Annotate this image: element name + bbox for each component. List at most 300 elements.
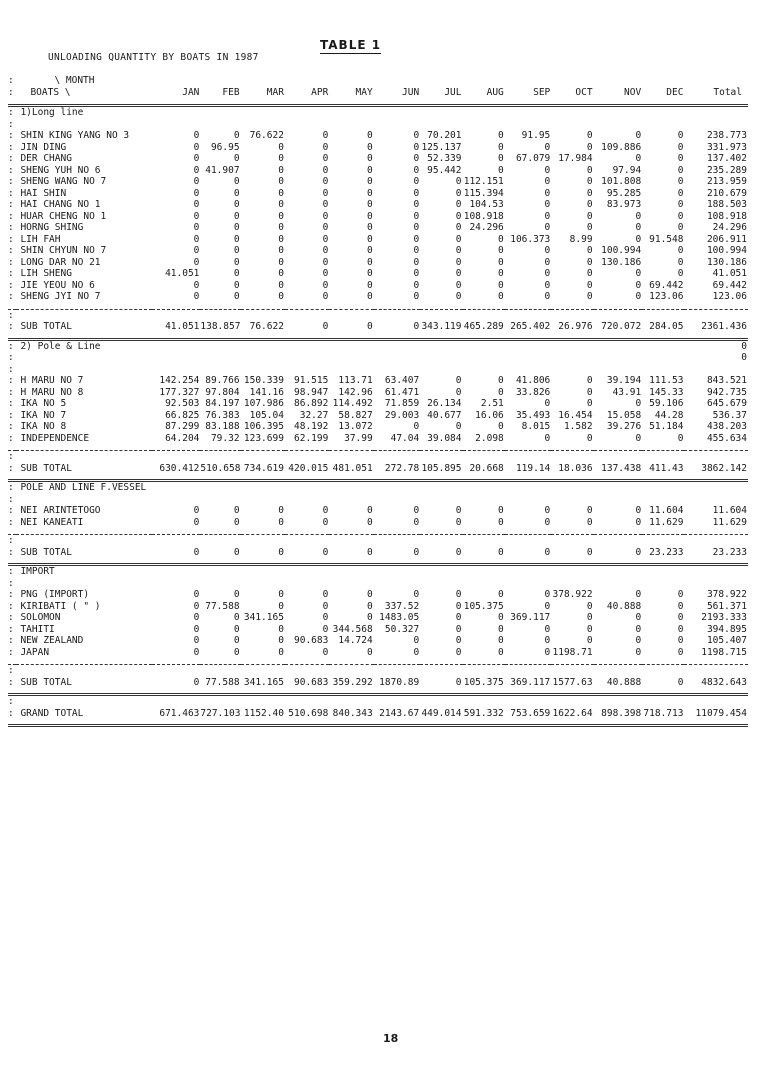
value-cell: 123.06 — [649, 291, 684, 302]
page-number: 18 — [383, 1032, 399, 1045]
value-cell: 0 — [455, 623, 462, 635]
value-cell: 105.375 — [463, 676, 504, 688]
value-cell: 0 — [278, 646, 284, 658]
value-cell: 0 — [193, 187, 200, 199]
value-cell: 0 — [413, 164, 420, 176]
value-cell: 26.976 — [558, 321, 593, 332]
value-cell: 23.233 — [712, 546, 747, 558]
row-label: TAHITI — [20, 623, 55, 635]
value-cell: 0 — [677, 176, 684, 187]
value-cell: 3862.142 — [701, 462, 747, 474]
value-cell: 142.254 — [159, 375, 200, 386]
table-row — [8, 165, 748, 177]
value-cell: 0 — [322, 245, 329, 256]
value-cell: 1198.715 — [701, 646, 747, 658]
row-tick: : — [8, 516, 14, 528]
value-cell: 0 — [193, 676, 200, 688]
value-cell: 0 — [278, 256, 284, 268]
value-cell: 0 — [413, 516, 420, 528]
row-label: NEI KANEATI — [20, 516, 84, 528]
value-cell: 630.412 — [159, 462, 200, 474]
value-cell: 114.492 — [332, 398, 373, 409]
value-cell: 101.808 — [601, 176, 642, 187]
value-cell: 0 — [366, 291, 373, 302]
value-cell: 331.973 — [706, 141, 747, 153]
value-cell: 0 — [278, 516, 284, 528]
value-cell: 0 — [366, 600, 373, 612]
value-cell: 0 — [544, 164, 551, 176]
value-cell: 0 — [233, 505, 240, 516]
value-cell: 0 — [278, 505, 284, 516]
value-cell: 0 — [677, 245, 684, 256]
value-cell: 0 — [586, 222, 593, 233]
row-tick: : — [8, 623, 14, 635]
value-cell: 32.27 — [299, 409, 329, 421]
value-cell: 898.398 — [601, 707, 642, 719]
value-cell: 0 — [455, 612, 462, 623]
value-cell: 0 — [322, 612, 329, 623]
value-cell: 0 — [498, 646, 504, 658]
value-cell: 0 — [455, 505, 462, 516]
value-cell: 91.515 — [294, 375, 329, 386]
value-cell: 0 — [635, 635, 642, 646]
value-cell: 0 — [455, 199, 462, 210]
value-cell: 96.95 — [210, 141, 240, 153]
value-cell: 0 — [413, 130, 420, 141]
spacer-row: : — [8, 665, 14, 676]
value-cell: 66.825 — [165, 409, 200, 421]
table-row — [8, 375, 748, 387]
value-cell: 109.886 — [601, 141, 642, 153]
value-cell: 0 — [586, 199, 593, 210]
value-cell: 0 — [233, 176, 240, 187]
value-cell: 0 — [586, 256, 593, 268]
row-tick: : — [8, 153, 14, 164]
row-tick: : — [8, 340, 14, 352]
value-cell: 0 — [193, 199, 200, 210]
value-cell: 0 — [233, 646, 240, 658]
row-tick: : — [8, 256, 14, 268]
row-tick: : — [8, 199, 14, 210]
value-cell: 137.402 — [706, 153, 747, 164]
value-cell: 0 — [413, 546, 420, 558]
value-cell: 0 — [366, 256, 373, 268]
value-cell: 0 — [366, 646, 373, 658]
row-label: IKA NO 5 — [20, 398, 67, 409]
value-cell: 17.984 — [558, 153, 593, 164]
value-cell: 0 — [677, 187, 684, 199]
table-row — [8, 505, 748, 517]
value-cell: 71.859 — [384, 398, 420, 409]
column-header: MAY — [355, 87, 373, 99]
value-cell: 0 — [193, 279, 200, 291]
value-cell: 0 — [366, 187, 373, 199]
section-trailing-value — [684, 565, 748, 578]
value-cell: 0 — [193, 516, 200, 528]
value-cell: 0 — [544, 600, 551, 612]
value-cell: 11.604 — [649, 505, 684, 516]
value-cell: 0 — [586, 600, 593, 612]
value-cell: 0 — [193, 291, 200, 302]
value-cell: 0 — [586, 210, 593, 222]
value-cell: 61.471 — [384, 386, 420, 398]
value-cell: 0 — [586, 612, 593, 623]
value-cell: 0 — [635, 291, 642, 302]
row-label: SHIN KING YANG NO 3 — [20, 130, 130, 141]
table-row — [8, 410, 748, 422]
value-cell: 0 — [677, 432, 684, 444]
value-cell: 369.117 — [510, 612, 551, 623]
value-cell: 0 — [233, 589, 240, 600]
value-cell: 0 — [413, 646, 420, 658]
value-cell: 40.677 — [427, 409, 462, 421]
empty-header-cell — [241, 75, 285, 87]
value-cell: 0 — [586, 268, 593, 279]
row-tick: : — [8, 432, 14, 444]
value-cell: 2.098 — [475, 432, 504, 444]
section-title: 2) Pole & Line — [20, 340, 101, 352]
value-cell: 0 — [544, 623, 551, 635]
value-cell: 645.679 — [706, 398, 747, 409]
value-cell: 0 — [193, 130, 200, 141]
value-cell: 378.922 — [552, 589, 593, 600]
value-cell: 63.407 — [384, 375, 420, 386]
value-cell: 0 — [193, 635, 200, 646]
value-cell: 0 — [233, 256, 240, 268]
value-cell: 137.438 — [601, 462, 642, 474]
value-cell: 671.463 — [159, 707, 200, 719]
value-cell: 0 — [635, 222, 642, 233]
value-cell: 0 — [677, 130, 684, 141]
value-cell: 0 — [635, 589, 642, 600]
spacer-row: : — [8, 493, 14, 505]
row-tick: : — [8, 187, 14, 199]
value-cell: 0 — [635, 546, 642, 558]
value-cell: 105.04 — [249, 409, 284, 421]
row-tick: : — [8, 676, 14, 688]
row-tick: : — [8, 462, 14, 474]
value-cell: 0 — [278, 291, 284, 302]
value-cell: 0 — [366, 233, 373, 245]
value-cell: 41.051 — [712, 268, 747, 279]
value-cell: 0 — [677, 164, 684, 176]
value-cell: 0 — [455, 268, 462, 279]
value-cell: 0 — [233, 516, 240, 528]
value-cell: 108.918 — [706, 210, 747, 222]
value-cell: 141.16 — [249, 386, 284, 398]
empty-header-cell — [152, 75, 201, 87]
value-cell: 561.371 — [706, 600, 747, 612]
row-tick: : — [8, 279, 14, 291]
spacer-row: : — [8, 309, 14, 321]
subtotal-row — [8, 547, 748, 559]
value-cell: 41.806 — [515, 375, 551, 386]
value-cell: 0 — [366, 516, 373, 528]
value-cell: 0 — [278, 268, 284, 279]
value-cell: 0 — [322, 291, 329, 302]
value-cell: 0 — [193, 623, 200, 635]
value-cell: 0 — [413, 210, 420, 222]
value-cell: 0 — [498, 233, 504, 245]
row-tick: : — [8, 375, 14, 386]
row-label: HORNG SHING — [20, 222, 84, 233]
empty-header-cell — [684, 75, 748, 87]
value-cell: 0 — [586, 164, 593, 176]
value-cell: 536.37 — [712, 409, 747, 421]
value-cell: 44.28 — [654, 409, 684, 421]
value-cell: 0 — [586, 546, 593, 558]
table-row — [8, 245, 748, 257]
row-tick: : — [8, 398, 14, 409]
value-cell: 0 — [233, 279, 240, 291]
value-cell: 0 — [193, 612, 200, 623]
value-cell: 16.454 — [558, 409, 593, 421]
value-cell: 0 — [677, 199, 684, 210]
table-row — [8, 234, 748, 246]
value-cell: 97.94 — [612, 164, 642, 176]
value-cell: 0 — [322, 233, 329, 245]
value-cell: 0 — [322, 164, 329, 176]
table-row — [8, 268, 748, 280]
value-cell: 0 — [322, 623, 329, 635]
value-cell: 0 — [322, 646, 329, 658]
value-cell: 0 — [278, 141, 284, 153]
row-label: SHENG WANG NO 7 — [20, 176, 107, 187]
value-cell: 0 — [366, 321, 373, 332]
value-cell: 341.165 — [243, 612, 284, 623]
row-label: SHENG JYI NO 7 — [20, 291, 101, 302]
value-cell: 0 — [677, 256, 684, 268]
row-label: KIRIBATI ( " ) — [20, 600, 101, 612]
spacer-row: : — [8, 696, 14, 707]
value-cell: 33.826 — [515, 386, 551, 398]
value-cell: 0 — [498, 516, 504, 528]
table-label: TABLE 1 — [320, 38, 382, 52]
value-cell: 2.51 — [480, 398, 504, 409]
row-tick: : — [8, 210, 14, 222]
value-cell: 0 — [455, 546, 462, 558]
value-cell: 89.766 — [205, 375, 240, 386]
section-trailing-value: 0 — [741, 340, 747, 352]
value-cell: 0 — [193, 233, 200, 245]
value-cell: 177.327 — [159, 386, 200, 398]
value-cell: 0 — [366, 268, 373, 279]
value-cell: 0 — [635, 268, 642, 279]
report-heading: UNLOADING QUANTITY BY BOATS IN 1987 — [48, 52, 259, 63]
row-label: PNG (IMPORT) — [20, 589, 90, 600]
table-row — [8, 199, 748, 211]
value-cell: 0 — [635, 646, 642, 658]
value-cell: 0 — [544, 279, 551, 291]
value-cell: 0 — [193, 176, 200, 187]
value-cell: 0 — [586, 398, 593, 409]
value-cell: 0 — [455, 245, 462, 256]
value-cell: 235.289 — [706, 164, 747, 176]
value-cell: 0 — [366, 546, 373, 558]
grand-total-row — [8, 708, 748, 720]
value-cell: 0 — [366, 612, 373, 623]
value-cell: 0 — [498, 141, 504, 153]
table-row — [8, 421, 748, 433]
value-cell: 510.658 — [200, 462, 241, 474]
value-cell: 0 — [278, 589, 284, 600]
value-cell: 39.084 — [427, 432, 462, 444]
table-row — [8, 589, 748, 601]
row-tick: : — [8, 291, 14, 302]
value-cell: 48.192 — [294, 421, 329, 432]
value-cell: 0 — [635, 623, 642, 635]
row-label: SHIN CHYUN NO 7 — [20, 245, 107, 256]
table-row — [8, 517, 748, 529]
value-cell: 481.051 — [332, 462, 373, 474]
value-cell: 76.383 — [205, 409, 240, 421]
value-cell: 0 — [413, 421, 420, 432]
row-tick: : — [8, 646, 14, 658]
value-cell: 0 — [498, 505, 504, 516]
empty-header-cell — [463, 75, 505, 87]
value-cell: 0 — [193, 164, 200, 176]
value-cell: 0 — [455, 291, 462, 302]
value-cell: 343.119 — [421, 321, 462, 332]
value-cell: 0 — [366, 153, 373, 164]
row-label: SHENG YUH NO 6 — [20, 164, 101, 176]
table-row — [8, 222, 748, 234]
value-cell: 0 — [322, 210, 329, 222]
header-row-top — [8, 75, 748, 87]
value-cell: 0 — [635, 233, 642, 245]
empty-header-cell — [551, 75, 593, 87]
value-cell: 39.276 — [606, 421, 642, 432]
value-cell: 0 — [455, 187, 462, 199]
value-cell: 0 — [498, 612, 504, 623]
value-cell: 0 — [278, 222, 284, 233]
value-cell: 0 — [455, 589, 462, 600]
value-cell: 11079.454 — [695, 707, 747, 719]
row-tick: : — [8, 386, 14, 398]
value-cell: 720.072 — [601, 321, 642, 332]
value-cell: 727.103 — [200, 707, 241, 719]
value-cell: 0 — [322, 187, 329, 199]
empty-header-cell — [285, 75, 329, 87]
value-cell: 83.973 — [606, 199, 642, 210]
value-cell: 0 — [413, 321, 420, 332]
row-label: SUB TOTAL — [20, 462, 72, 474]
value-cell: 0 — [278, 210, 284, 222]
value-cell: 0 — [586, 141, 593, 153]
value-cell: 0 — [586, 279, 593, 291]
value-cell: 0 — [413, 199, 420, 210]
value-cell: 123.699 — [243, 432, 284, 444]
value-cell: 0 — [193, 646, 200, 658]
value-cell: 0 — [635, 210, 642, 222]
table-row — [8, 291, 748, 303]
value-cell: 90.683 — [294, 635, 329, 646]
value-cell: 591.332 — [463, 707, 504, 719]
value-cell: 0 — [278, 199, 284, 210]
value-cell: 24.296 — [712, 222, 747, 233]
empty-header-cell — [374, 75, 421, 87]
value-cell: 0 — [455, 600, 462, 612]
value-cell: 1870.89 — [379, 676, 420, 688]
value-cell: 0 — [413, 635, 420, 646]
value-cell: 123.06 — [712, 291, 747, 302]
row-tick: : — [8, 482, 14, 493]
value-cell: 14.724 — [338, 635, 373, 646]
value-cell: 0 — [677, 676, 684, 688]
value-cell: 0 — [455, 176, 462, 187]
value-cell: 2143.67 — [379, 707, 420, 719]
row-label: DER CHANG — [20, 153, 72, 164]
value-cell: 0 — [278, 233, 284, 245]
value-cell: 465.289 — [463, 321, 504, 332]
value-cell: 0 — [278, 635, 284, 646]
value-cell: 91.548 — [649, 233, 684, 245]
column-header: DEC — [666, 87, 684, 99]
value-cell: 106.395 — [243, 421, 284, 432]
value-cell: 0 — [677, 153, 684, 164]
value-cell: 91.95 — [521, 130, 551, 141]
value-cell: 0 — [677, 268, 684, 279]
value-cell: 0 — [677, 600, 684, 612]
value-cell: 0 — [322, 279, 329, 291]
value-cell: 0 — [278, 600, 284, 612]
value-cell: 0 — [413, 245, 420, 256]
blank-cell — [16, 352, 684, 364]
value-cell: 0 — [544, 268, 551, 279]
value-cell: 0 — [278, 279, 284, 291]
value-cell: 0 — [233, 233, 240, 245]
spacer-row: : — [8, 535, 14, 546]
row-label: HUAR CHENG NO 1 — [20, 210, 107, 222]
column-header: Total — [713, 87, 742, 99]
row-tick: : — [8, 245, 14, 256]
row-tick: : — [8, 87, 14, 99]
subtotal-row — [8, 321, 748, 333]
value-cell: 0 — [677, 646, 684, 658]
row-tick: : — [8, 107, 14, 118]
value-cell: 718.713 — [643, 707, 684, 719]
table-row — [8, 211, 748, 223]
value-cell: 0 — [677, 141, 684, 153]
value-cell: 0 — [233, 130, 240, 141]
value-cell: 0 — [278, 546, 284, 558]
value-cell: 0 — [278, 623, 284, 635]
value-cell: 0 — [498, 153, 504, 164]
column-header: JAN — [182, 87, 200, 99]
column-header: JUL — [444, 87, 462, 99]
value-cell: 0 — [455, 279, 462, 291]
value-cell: 449.014 — [421, 707, 462, 719]
value-cell: 69.442 — [649, 279, 684, 291]
value-cell: 0 — [635, 612, 642, 623]
value-cell: 0 — [193, 141, 200, 153]
value-cell: 0 — [677, 612, 684, 623]
table-row — [8, 142, 748, 154]
row-tick: : — [8, 707, 14, 719]
value-cell: 0 — [544, 176, 551, 187]
value-cell: 0 — [498, 279, 504, 291]
value-cell: 0 — [233, 635, 240, 646]
value-cell: 734.619 — [243, 462, 284, 474]
value-cell: 0 — [233, 222, 240, 233]
value-cell: 125.137 — [421, 141, 462, 153]
value-cell: 130.186 — [706, 256, 747, 268]
value-cell: 0 — [413, 589, 420, 600]
value-cell: 39.194 — [606, 375, 642, 386]
value-cell: 0 — [193, 222, 200, 233]
value-cell: 0 — [233, 199, 240, 210]
value-cell: 0 — [498, 268, 504, 279]
